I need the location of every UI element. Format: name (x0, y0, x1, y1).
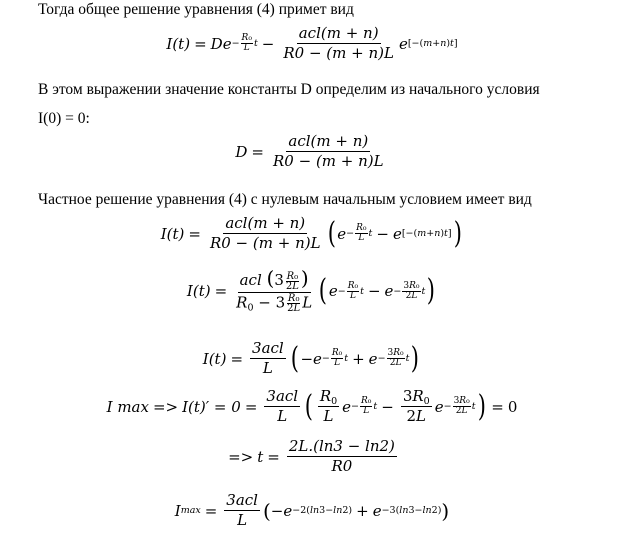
eq3-lhs: I(t) (160, 224, 185, 243)
eq3-fraction (208, 215, 323, 252)
eq7-numerator: 2L.(ln3 − ln2) (288, 437, 395, 455)
eq5-denominator: L (262, 359, 273, 377)
eq5-fraction (250, 340, 286, 377)
equation-particular-solution: I(t) = $\frac{\text{acl(m + n)}}{R0 - (m + n)L}$ ( e − $\frac{\text{R₀}}{L}$ t − e [−(m+n)t] ) (160, 214, 462, 252)
paragraph-2: В этом выражении значение константы D определим из начального условия (38, 81, 540, 98)
eq1-numerator: acl(m + n) (298, 24, 379, 42)
eq2-lhs: D (235, 142, 248, 161)
paragraph-1: Тогда общее решение уравнения (4) примет вид (38, 1, 354, 18)
eq2-fraction (271, 133, 386, 170)
eq2-denominator: R0 − (m + n)L (273, 152, 384, 170)
eq7-denominator: R0 (331, 457, 353, 475)
eq2-numerator: acl(m + n) (288, 132, 369, 150)
eq4-lhs: I(t) (186, 282, 211, 301)
eq3-denominator: R0 − (m + n)L (209, 234, 321, 252)
eq1-D: D (210, 34, 223, 53)
paragraph-4: Частное решение уравнения (4) с нулевым начальным условием имеет вид (38, 191, 532, 208)
eq6-derivative: I(t)′ = 0 (182, 397, 241, 416)
eq5-numerator: 3acl (252, 339, 284, 357)
eq8-numerator: 3acl (226, 491, 258, 509)
equation-substituted: I(t) = acl (3 $\frac{\text{R₀}}{2L}$ ) $R_0 - 3$ $\frac{\text{R₀}}{2L}$ L ( e − $\frac{\text{R₀}}{L}$ t − e − $\frac{\text{3R₀}}{2L}$ t ) (186, 266, 436, 314)
eq4-fraction: acl (3 $\frac{\text{R₀}}{2L}$ ) $R_0 - 3$ $\frac{\text{R₀}}{2L}$ L (236, 266, 313, 314)
eq1-lhs: I(t) (166, 34, 191, 53)
eq6-label: I max (106, 397, 149, 416)
equation-imax: I max = $\frac{\text{3acl}}{L}$ ( − e −2(ln3−ln2) + e −3(ln3−ln2) ) (174, 491, 450, 529)
eq1-denominator: R0 − (m + n)L (283, 44, 394, 62)
equation-derivative: I max => I(t)′ = 0 = $\frac{\text{3acl}}{L}$ ( $\frac{R_0}{L}$ e − $\frac{\text{R₀}}{L}$ t − $\frac{3R_0}{2L}$ e − $\frac{\text{3R₀}}{2L}$ t ) = 0 (106, 387, 518, 425)
eq8-denominator: L (237, 511, 248, 529)
eq3-numerator: acl(m + n) (225, 214, 306, 232)
equation-simplified: I(t) = $\frac{\text{3acl}}{L}$ ( − e − $\frac{\text{R₀}}{L}$ t + e − $\frac{\text{3R₀}}{2L}$ t ) (202, 339, 420, 377)
eq7-fraction (287, 438, 397, 475)
equation-constant-d: D = $\frac{\text{acl(m + n)}}{R0 - (m + n)L}$ (235, 132, 384, 170)
equation-general-solution: I(t) = D e − $\frac{\text{R₀}}{L}$ t − $\frac{\text{acl(m + n)}}{R0 - (m + n)L}$ e [−(m+n)t] (166, 24, 458, 62)
paragraph-3: I(0) = 0: (38, 110, 90, 127)
eq1-fraction (281, 25, 396, 62)
equation-time: => t = $\frac{2L.(\ln 3 - \ln 2)}{R0}$ (228, 437, 395, 475)
eq5-lhs: I(t) (202, 349, 227, 368)
eq7-lhs: t (257, 447, 264, 466)
